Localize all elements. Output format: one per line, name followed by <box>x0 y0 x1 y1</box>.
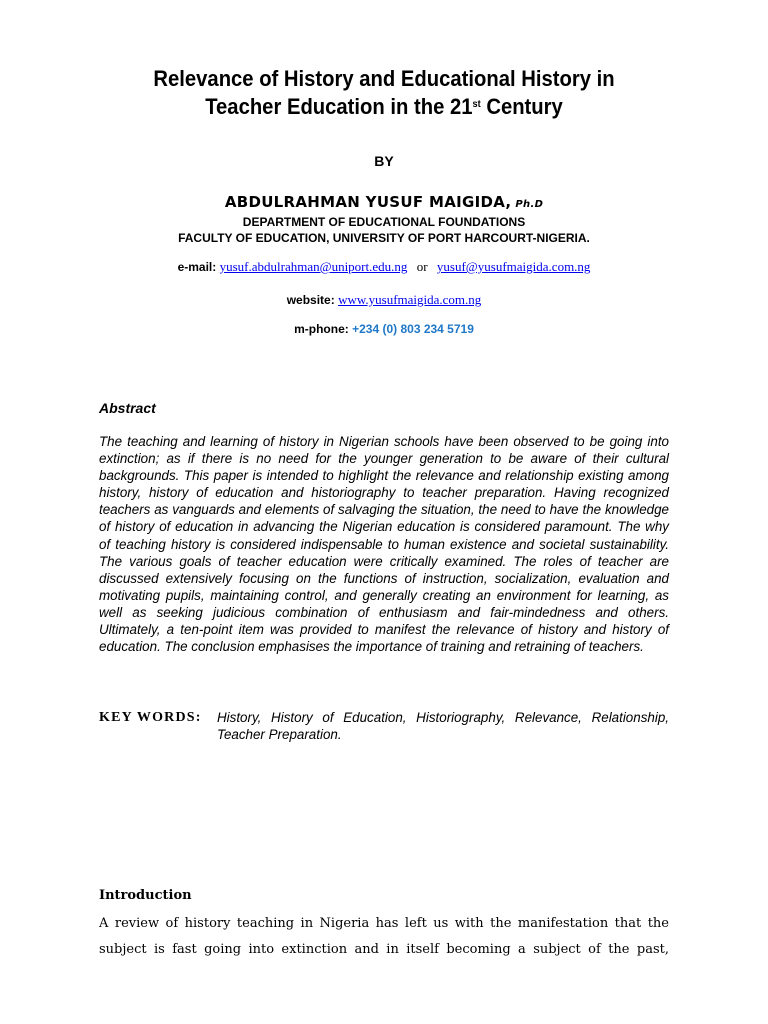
paper-title-line-2 <box>86 92 682 122</box>
author-degree: Ph.D <box>515 199 544 210</box>
introduction-body: A review of history teaching in Nigeria has left us with the manifestation that the subject is fast going into extinction and in itself becoming a subject of the past, <box>99 916 669 957</box>
by-label: BY <box>374 153 394 169</box>
email-or-text: or <box>416 259 428 274</box>
ordinal-superscript: st <box>472 99 481 110</box>
author-department: DEPARTMENT OF EDUCATIONAL FOUNDATIONS <box>242 215 526 229</box>
abstract-body: The teaching and learning of history in Nigerian schools have been observed to be going into extinction; as if there is no need for the younger generation to be aware of their cultural backgrounds. This paper is intended to highlight the relevance and relationship existing among history, history of education and historiography to teacher preparation. Having recognized teachers as vanguards and elements of salvaging the situation, the need to have the knowledge of history of education in advancing the Nigerian education is considered paramount. The why of teaching history is considered indispensable to human existence and societal sustainability. The various goals of teacher education were critically examined. The roles of teacher are discussed extensively focusing on the functions of instruction, socialization, evaluation and motivating pupils, maintaining control, and generally creating an environment for learning, as well as seeking judicious combination of enthusiasm and fair-mindedness and others. Ultimately, a ten-point item was provided to manifest the relevance of history and history of education. The conclusion emphasises the importance of training and retraining of teachers. <box>99 434 669 655</box>
email-label: e-mail: <box>177 260 217 274</box>
website-link[interactable]: www.yusufmaigida.com.ng <box>338 292 482 307</box>
author-line <box>0 193 768 211</box>
abstract-heading: Abstract <box>99 400 156 416</box>
phone-label: m-phone: <box>294 322 349 336</box>
email-line <box>0 259 768 275</box>
phone-line <box>0 322 768 336</box>
email-primary-link[interactable]: yusuf.abdulrahman@uniport.edu.ng <box>219 259 408 274</box>
website-line <box>0 292 768 308</box>
paper-title-line-2-main: Teacher Education in the 21 <box>205 94 473 119</box>
keywords-label: KEY WORDS: <box>99 710 202 725</box>
paper-title-line-1: Relevance of History and Educational History in <box>153 66 615 91</box>
website-label: website: <box>286 293 335 307</box>
email-secondary-link[interactable]: yusuf@yusufmaigida.com.ng <box>436 259 591 274</box>
paper-title-line-2-end: Century <box>480 94 563 119</box>
keywords-block <box>99 709 669 744</box>
author-name: ABDULRAHMAN YUSUF MAIGIDA, <box>224 193 512 211</box>
author-faculty: FACULTY OF EDUCATION, UNIVERSITY OF PORT HARCOURT-NIGERIA. <box>178 231 590 245</box>
phone-number: +234 (0) 803 234 5719 <box>352 322 474 336</box>
keywords-text: History, History of Education, Historiography, Relevance, Relationship, Teacher Preparation. <box>217 710 669 743</box>
introduction-heading: Introduction <box>99 888 192 903</box>
